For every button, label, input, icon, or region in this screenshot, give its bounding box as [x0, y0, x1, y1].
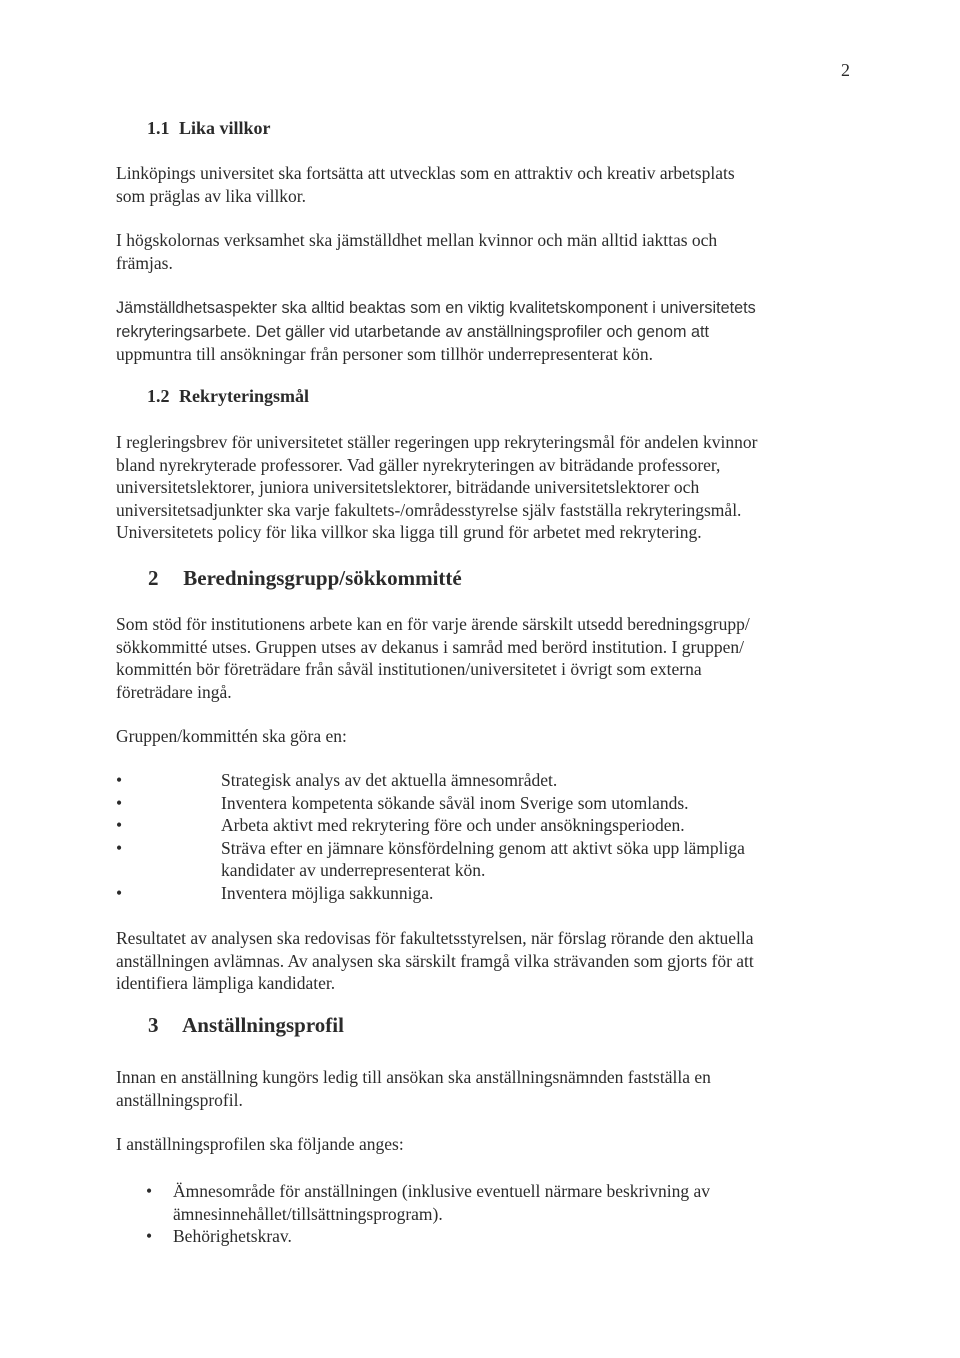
text-line: bland nyrekryterade professorer. Vad gäller nyrekryteringen av biträdande professorer, — [116, 454, 721, 475]
heading-title: Lika villkor — [179, 118, 271, 138]
item-text: Inventera kompetenta sökande såväl inom Sverige som utomlands. — [221, 792, 689, 813]
list-intro: I anställningsprofilen ska följande anges: — [116, 1134, 404, 1154]
item-text: Arbeta aktivt med rekrytering före och under ansökningsperioden. — [221, 815, 685, 835]
text-line: I högskolornas verksamhet ska jämställdhet mellan kvinnor och män alltid iakttas och — [116, 230, 718, 250]
bullet-icon: • — [146, 1181, 153, 1201]
paragraph-lika-villkor-2 — [116, 229, 846, 274]
text-line: Linköpings universitet ska fortsätta att utvecklas som en attraktiv och kreativ arbetsplats — [116, 163, 735, 183]
heading-number: 3 — [148, 1013, 159, 1037]
bullet-icon: • — [116, 837, 123, 858]
heading-title: Anställningsprofil — [182, 1013, 344, 1037]
text-line: Universitetets policy för lika villkor ska ligga till grund för arbetet med rekrytering. — [116, 522, 702, 542]
heading-title: Beredningsgrupp/sökkommitté — [183, 566, 462, 590]
paragraph-anstallningsprofil — [116, 1066, 846, 1111]
text-line: Som stöd för institutionens arbete kan en för varje ärende särskilt utsedd beredningsgrupp/ — [116, 614, 750, 634]
text-line: anställningen avlämnas. Av analysen ska särskilt framgå vilka strävanden som gjorts för att — [116, 950, 754, 971]
heading-number: 1.1 — [147, 118, 170, 138]
text-line: som präglas av lika villkor. — [116, 185, 307, 206]
heading-3 — [148, 1013, 344, 1038]
heading-1-1 — [147, 118, 271, 139]
list-item — [116, 769, 856, 792]
text-line — [116, 320, 846, 344]
bullet-icon: • — [116, 770, 123, 790]
item-text: Behörighetskrav. — [173, 1226, 292, 1246]
bullet-icon: • — [146, 1226, 153, 1246]
heading-2 — [148, 566, 462, 591]
bullet-icon: • — [116, 815, 123, 835]
heading-number: 1.2 — [147, 386, 170, 406]
text-line: Jämställdhetsaspekter ska alltid beaktas som en viktig kvalitetskomponent i universitetets — [116, 299, 756, 317]
text-line: kommittén bör företrädare från såväl institutionen/universitetet i övrigt som externa — [116, 659, 702, 679]
paragraph-beredningsgrupp — [116, 613, 846, 703]
text-line: Resultatet av analysen ska redovisas för fakultetsstyrelsen, när förslag rörande den aktuella — [116, 928, 754, 948]
bullet-icon: • — [116, 882, 123, 903]
text-line: anställningsprofil. — [116, 1089, 243, 1110]
list-item — [116, 814, 856, 837]
item-text: Sträva efter en jämnare könsfördelning genom att aktivt söka upp lämpliga — [221, 837, 745, 858]
text-line: identifiera lämpliga kandidater. — [116, 973, 336, 993]
text-line: uppmuntra till ansökningar från personer som tillhör underrepresenterat kön. — [116, 344, 653, 364]
list-item — [116, 837, 856, 882]
heading-title: Rekryteringsmål — [179, 386, 309, 406]
list-item — [116, 1225, 856, 1248]
item-text: ämnesinnehållet/tillsättningsprogram). — [173, 1203, 443, 1224]
text-line: främjas. — [116, 252, 173, 273]
text-line: universitetsadjunkter ska varje fakultets-/områdesstyrelse själv fastställa rekryteringsmål. — [116, 499, 742, 520]
paragraph-lika-villkor-3 — [116, 297, 846, 366]
list-item — [116, 1180, 856, 1225]
item-text: kandidater av underrepresenterat kön. — [221, 860, 486, 880]
list-intro: Gruppen/kommittén ska göra en: — [116, 726, 347, 746]
item-text: Inventera möjliga sakkunniga. — [221, 882, 434, 903]
paragraph-resultat — [116, 927, 846, 995]
bullet-list-profile — [116, 1180, 856, 1248]
page-number: 2 — [841, 60, 850, 80]
bullet-icon: • — [116, 792, 123, 813]
text-line: sökkommitté utses. Gruppen utses av dekanus i samråd med berörd institution. I gruppen/ — [116, 636, 744, 657]
item-text: Strategisk analys av det aktuella ämnesområdet. — [221, 770, 558, 790]
text-fragment: rekryteringsarbete. Det gäller vid utarbetande av anställningsprofiler och genom att — [116, 322, 709, 341]
list-item — [116, 792, 856, 815]
bullet-list-tasks — [116, 769, 856, 904]
text-line: företrädare ingå. — [116, 681, 232, 702]
heading-number: 2 — [148, 566, 159, 590]
text-line: universitetslektorer, juniora universitetslektorer, biträdande universitetslektorer och — [116, 477, 700, 497]
item-text: Ämnesområde för anställningen (inklusive eventuell närmare beskrivning av — [173, 1181, 710, 1201]
paragraph-lika-villkor-1 — [116, 162, 846, 207]
text-line: Innan en anställning kungörs ledig till ansökan ska anställningsnämnden fastställa en — [116, 1067, 711, 1087]
paragraph-rekryteringsmal — [116, 431, 846, 544]
heading-1-2 — [147, 386, 309, 407]
text-line: I regleringsbrev för universitetet ställer regeringen upp rekryteringsmål för andelen kvinnor — [116, 432, 758, 452]
list-item — [116, 882, 856, 905]
